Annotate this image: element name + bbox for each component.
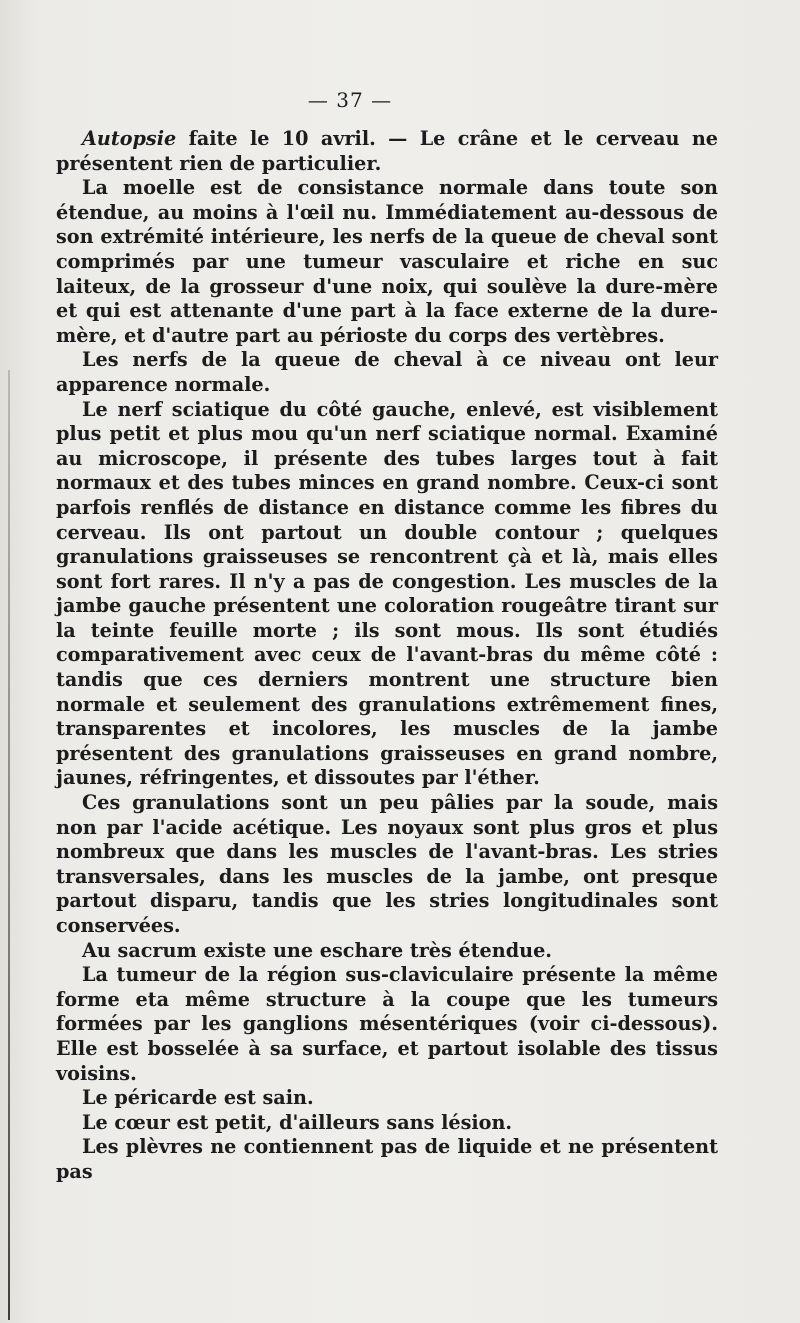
paragraph-autopsy [56, 127, 718, 176]
paragraph-sacrum: Au sacrum existe une eschare très étendue. [82, 938, 552, 962]
paragraph-granulations: Ces granulations sont un peu pâlies par la soude, mais non par l'acide acétique. Les noyaux sont plus gros et plus nombreux que dans les muscles de l'avant-bras. Les stries transversales, dans les muscles de la jambe, ont presque partout disparu, tandis que les stries longitudinales sont conservées. [56, 791, 718, 937]
paragraph-pleura: Les plèvres ne contiennent pas de liquide et ne présentent pas [56, 1135, 718, 1183]
paragraph-cauda-nerves: Les nerfs de la queue de cheval à ce niveau ont leur apparence normale. [56, 348, 718, 396]
paragraph-pericardium: Le péricarde est sain. [82, 1086, 314, 1110]
paragraph-heart: Le cœur est petit, d'ailleurs sans lésion. [82, 1110, 513, 1134]
autopsy-lead-word: Autopsie [82, 127, 177, 150]
paragraph-spinal-cord: La moelle est de consistance normale dans toute son étendue, au moins à l'œil nu. Immédiatement au-dessous de son extrémité intérieure, les nerfs de la queue de cheval sont comprimés par une tumeur vasculaire et riche en suc laiteux, de la grosseur d'une noix, qui soulève la dure-mère et qui est attenante d'une part à la face externe de la dure-mère, et d'autre part au périoste du corps des vertèbres. [56, 176, 718, 347]
body-text [56, 127, 718, 1185]
autopsy-text: faite le 10 avril. — Le crâne et le cerveau ne présentent rien de particulier. [56, 127, 718, 175]
paragraph-sciatic-nerve: Le nerf sciatique du côté gauche, enlevé, est visiblement plus petit et plus mou qu'un nerf sciatique normal. Examiné au microscope, il présente des tubes larges tout à fait normaux et des tubes minces en grand nombre. Ceux-ci sont parfois renflés de distance en distance comme les fibres du cerveau. Ils ont partout un double contour ; quelques granulations graisseuses se rencontrent çà et là, mais elles sont fort rares. Il n'y a pas de congestion. Les muscles de la jambe gauche présentent une coloration rougeâtre tirant sur la teinte feuille morte ; ils sont mous. Ils sont étudiés comparativement avec ceux de l'avant-bras du même côté : tandis que ces derniers montrent une structure bien normale et seulement des granulations extrêmement fines, transparentes et incolores, les muscles de la jambe présentent des granulations graisseuses en grand nombre, jaunes, réfringentes, et dissoutes par l'éther. [56, 397, 718, 790]
page-edge-shadow [8, 370, 10, 1320]
page-number: — 37 — [307, 88, 393, 112]
paragraph-tumor: La tumeur de la région sus-claviculaire présente la même forme eta même structure à la coupe que les tumeurs formées par les ganglions mésentériques (voir ci-dessous). Elle est bosselée à sa surface, et partout isolable des tissus voisins. [56, 963, 718, 1085]
